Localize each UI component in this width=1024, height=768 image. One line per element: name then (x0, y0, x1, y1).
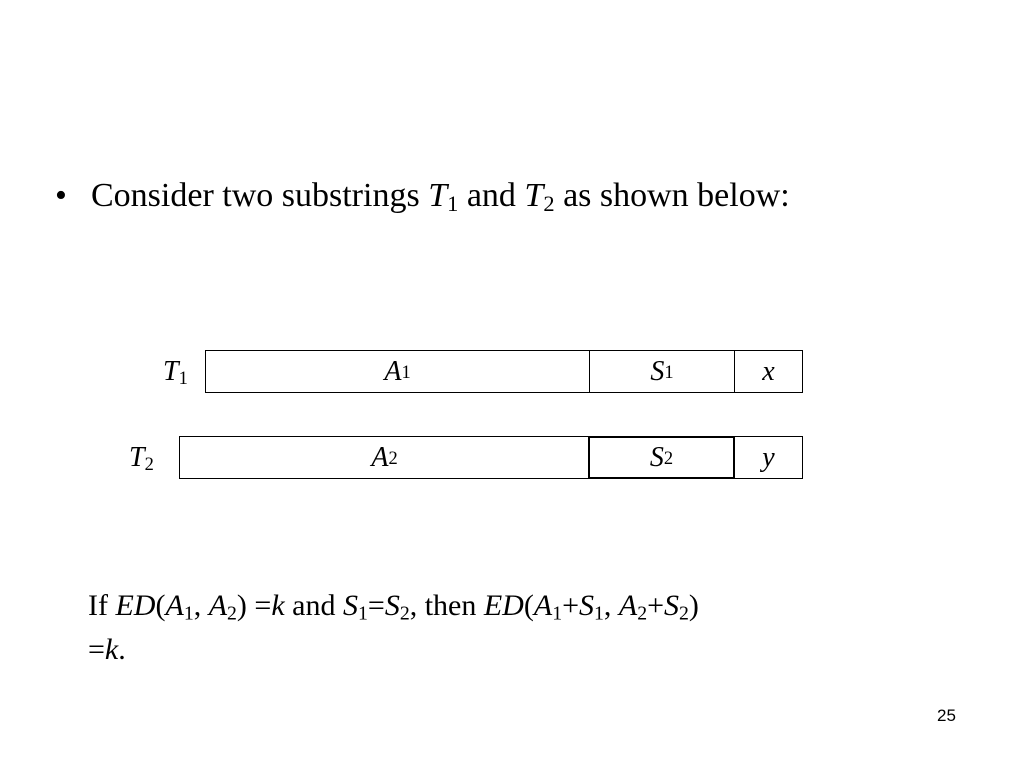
t2-label-symbol: T (129, 442, 145, 473)
period: . (118, 633, 126, 666)
t1-label-subscript: 1 (178, 368, 188, 389)
a1-segment: A 1 (205, 350, 590, 393)
equals: = (88, 633, 105, 666)
s2-segment: S 2 (588, 436, 735, 479)
s2-subscript: 2 (679, 602, 689, 625)
a2-symbol: A (371, 441, 389, 473)
bullet-text: Consider two substrings (91, 177, 429, 214)
s1-symbol: S (579, 589, 594, 622)
ed-symbol: ED (115, 589, 156, 622)
k-symbol: k (271, 589, 285, 622)
ed-symbol: ED (483, 589, 524, 622)
a1-subscript: 1 (552, 602, 563, 625)
t1-symbol: T (428, 177, 448, 214)
s2-symbol: S (664, 589, 680, 622)
text-if: If (88, 589, 116, 622)
a1-symbol: A (165, 589, 184, 622)
y-segment (734, 436, 803, 479)
equals: = (367, 589, 385, 622)
y-symbol: y (762, 441, 775, 473)
s1-subscript: 1 (594, 602, 604, 625)
s1-subscript: 1 (358, 602, 368, 625)
t2-row-label (129, 442, 154, 474)
a1-symbol: A (533, 589, 553, 622)
a1-subscript: 1 (183, 602, 194, 625)
text-and: and (284, 589, 343, 622)
t1-row-label (163, 356, 188, 388)
conclusion-text (88, 584, 928, 672)
a2-symbol: A (208, 589, 228, 622)
text-then: , then (409, 589, 484, 622)
bullet-marker: • (55, 177, 67, 214)
paren-equals: ) = (236, 589, 272, 622)
s2-subscript: 2 (399, 602, 410, 625)
paren: ( (523, 589, 534, 622)
a2-subscript: 2 (637, 602, 648, 625)
s2-symbol: S (649, 441, 664, 473)
paren: ( (155, 589, 166, 622)
paren: ) (688, 589, 699, 622)
t1-label-symbol: T (163, 356, 179, 387)
s1-segment: S 1 (589, 350, 735, 393)
plus: + (647, 589, 665, 622)
x-segment (734, 350, 803, 393)
comma: , (193, 589, 209, 622)
a2-segment: A 2 (179, 436, 590, 479)
x-symbol: x (762, 355, 775, 387)
s1-symbol: S (650, 355, 665, 387)
comma: , (603, 589, 619, 622)
s2-symbol: S (384, 589, 400, 622)
a2-symbol: A (618, 589, 638, 622)
t2-subscript: 2 (543, 190, 555, 216)
a1-symbol: A (384, 355, 402, 387)
slide-number: 25 (937, 706, 956, 725)
t2-symbol: T (524, 177, 544, 214)
t2-label-subscript: 2 (144, 454, 154, 475)
bullet-text: as shown below: (554, 177, 790, 214)
plus: + (562, 589, 579, 622)
bullet-text: and (458, 177, 525, 214)
k-symbol: k (104, 633, 119, 666)
bullet-point (55, 176, 790, 216)
s1-symbol: S (343, 589, 358, 622)
a2-subscript: 2 (227, 602, 237, 625)
t1-subscript: 1 (447, 190, 459, 216)
